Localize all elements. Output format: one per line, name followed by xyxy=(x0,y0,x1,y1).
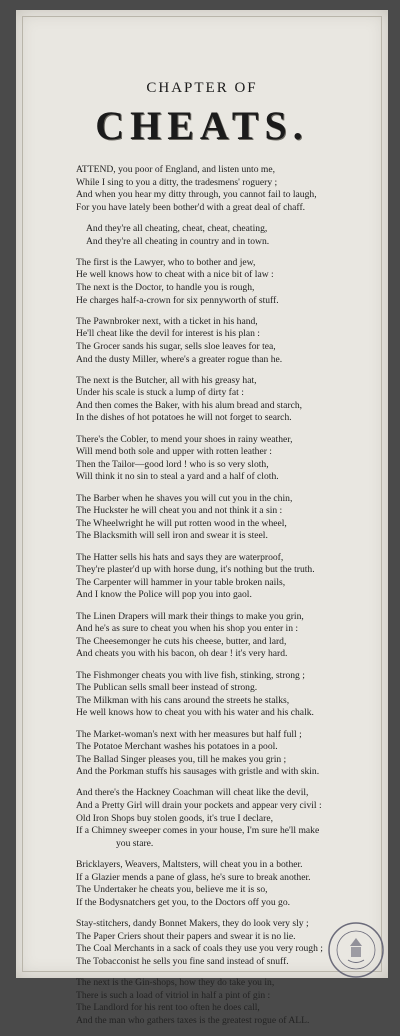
verse-line: The Barber when he shaves you will cut you in the chin, xyxy=(76,492,293,504)
verse-line: And the Porkman stuffs his sausages with gristle and with skin. xyxy=(76,766,320,778)
verse-line: And when you hear my ditty through, you cannot fail to laugh, xyxy=(76,189,317,201)
stanza xyxy=(76,434,382,484)
stanza xyxy=(76,787,382,850)
verse-line: And a Pretty Girl will drain your pockets and appear very civil : xyxy=(76,800,322,812)
stanza xyxy=(76,316,382,366)
stanza xyxy=(76,670,382,720)
verse-line: He charges half-a-crown for six pennyworth of stuff. xyxy=(76,294,279,306)
title-line-2: CHEATS. xyxy=(95,103,309,148)
verse-line: The Undertaker he cheats you, believe me it is so, xyxy=(76,884,268,896)
verse-line: And he's as sure to cheat you when his shop you enter in : xyxy=(76,623,299,635)
stanza xyxy=(76,611,382,661)
verse-line: If the Bodysnatchers get you, to the Doctors off you go. xyxy=(76,896,291,908)
verse-line: And the dusty Miller, where's a greater rogue than he. xyxy=(76,353,283,365)
stanza xyxy=(76,552,382,602)
verse-line: Under his scale is stuck a lump of dirty fat : xyxy=(76,387,244,399)
verse-line: And the man who gathers taxes is the greatest rogue of ALL. xyxy=(76,1014,310,1026)
library-stamp-icon xyxy=(326,920,386,980)
stanza xyxy=(76,729,382,779)
verse-line: The Fishmonger cheats you with live fish, stinking, strong ; xyxy=(76,669,305,681)
stanza xyxy=(76,977,382,1027)
verse-line: Will think it no sin to steal a yard and a half of cloth. xyxy=(76,471,279,483)
verse-line: And they're all cheating, cheat, cheat, cheating, xyxy=(86,222,268,234)
verse-line: The Ballad Singer pleases you, till he makes you grin ; xyxy=(76,753,287,765)
verse-line: There's the Cobler, to mend your shoes in rainy weather, xyxy=(76,433,293,445)
verse-line: The Market-woman's next with her measures but half full ; xyxy=(76,728,302,740)
verse-line: Stay-stitchers, dandy Bonnet Makers, they do look very sly ; xyxy=(76,918,309,929)
verse-line: The Tobacconist he sells you fine sand instead of snuff. xyxy=(76,955,289,967)
verse-line: The Publican sells small beer instead of strong. xyxy=(76,682,258,694)
verse-line: If a Glazier mends a pane of glass, he's sure to break another. xyxy=(76,871,311,883)
verse-line: Then the Tailor—good lord ! who is so very sloth, xyxy=(76,458,269,470)
ballad-text xyxy=(76,164,382,1036)
verse-line: ATTEND, you poor of England, and listen unto me, xyxy=(76,164,276,175)
verse-line: There is such a load of vitriol in half a pint of gin : xyxy=(76,989,271,1001)
verse-line: And they're all cheating in country and in town. xyxy=(86,235,270,247)
stanza xyxy=(76,223,382,248)
verse-line: The Wheelwright he will put rotten wood in the wheel, xyxy=(76,517,287,529)
stanza xyxy=(76,257,382,307)
verse-line: The Cheesemonger he cuts his cheese, butter, and lard, xyxy=(76,635,287,647)
verse-line: He well knows how to cheat you with his water and his chalk. xyxy=(76,707,314,719)
verse-line: The Potatoe Merchant washes his potatoes in a pool. xyxy=(76,741,278,753)
verse-line: The Grocer sands his sugar, sells sloe leaves for tea, xyxy=(76,340,276,352)
verse-line: Old Iron Shops buy stolen goods, it's true I declare, xyxy=(76,812,274,824)
verse-line: The Landlord for his rent too often he does call, xyxy=(76,1002,260,1014)
stanza xyxy=(76,859,382,909)
stanza xyxy=(76,375,382,425)
verse-line: The Carpenter will hammer in your table broken nails, xyxy=(76,576,286,588)
verse-line: you stare. xyxy=(116,837,154,849)
verse-line: Will mend both sole and upper with rotten leather : xyxy=(76,446,272,458)
verse-line: The next is the Butcher, all with his greasy hat, xyxy=(76,374,257,386)
title-line-1: CHAPTER OF xyxy=(146,80,258,96)
verse-line: Bricklayers, Weavers, Maltsters, will cheat you in a bother. xyxy=(76,859,303,871)
stanza xyxy=(76,493,382,543)
verse-line: The first is the Lawyer, who to bother and jew, xyxy=(76,256,256,268)
verse-line: And I know the Police will pop you into gaol. xyxy=(76,589,252,601)
verse-line: And cheats you with his bacon, oh dear ! it's very hard. xyxy=(76,648,288,660)
verse-line: He'll cheat like the devil for interest is his plan : xyxy=(76,328,260,340)
verse-line: The Hatter sells his hats and says they are waterproof, xyxy=(76,551,284,563)
verse-line: The Paper Criers shout their papers and swear it is no lie. xyxy=(76,930,296,942)
verse-line: The next is the Doctor, to handle you is rough, xyxy=(76,281,255,293)
verse-line: While I sing to you a ditty, the tradesmens' roguery ; xyxy=(76,176,278,188)
verse-line: The Linen Drapers will mark their things to make you grin, xyxy=(76,610,304,622)
verse-line: The Coal Merchants in a sack of coals they use you very rough ; xyxy=(76,943,323,955)
verse-line: The next is the Gin-shops, how they do take you in, xyxy=(76,976,275,988)
verse-line: And then comes the Baker, with his alum bread and starch, xyxy=(76,399,303,411)
verse-line: The Huckster he will cheat you and not think it a sin : xyxy=(76,505,283,517)
verse-line: In the dishes of hot potatoes he will not forget to search. xyxy=(76,412,292,424)
verse-line: And there's the Hackney Coachman will cheat like the devil, xyxy=(76,787,309,799)
verse-line: If a Chimney sweeper comes in your house, I'm sure he'll make xyxy=(76,825,320,837)
verse-line: They're plaster'd up with horse dung, it's nothing but the truth. xyxy=(76,564,315,576)
stanza xyxy=(76,164,382,214)
verse-line: The Blacksmith will sell iron and swear it is steel. xyxy=(76,530,268,542)
broadside-sheet xyxy=(16,10,388,1026)
verse-line: The Milkman with his cans around the streets he stalks, xyxy=(76,694,290,706)
verse-line: For you have lately been bother'd with a great deal of chaff. xyxy=(76,201,306,213)
verse-line: He well knows how to cheat with a nice bit of law : xyxy=(76,269,274,281)
verse-line: The Pawnbroker next, with a ticket in his hand, xyxy=(76,315,258,327)
